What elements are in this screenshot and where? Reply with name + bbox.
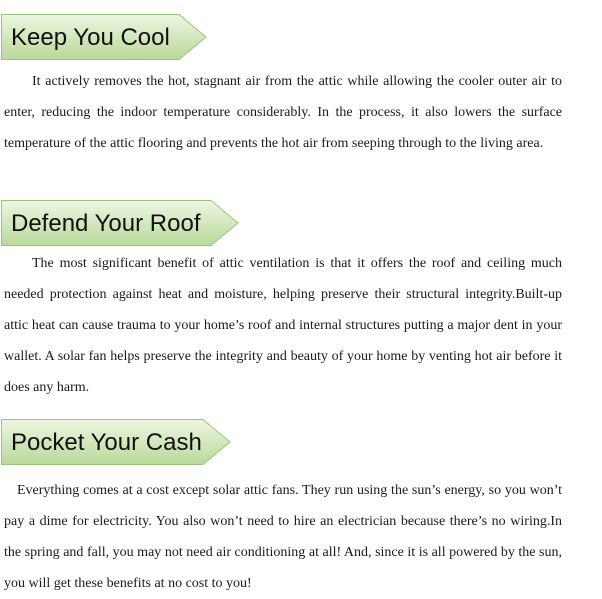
section-body: Everything comes at a cost except solar attic fans. They run using the sun’s energy, so you won’t pay a dime for electricity. You also won’t need to hire an electrician because there’s no wiring.In the spring and fall, you may not need air conditioning at all! And, since it is all powered by the sun, you will get these benefits at no cost to you! [4, 483, 562, 591]
section-title: Pocket Your Cash [11, 429, 202, 456]
section-body: The most significant benefit of attic ventilation is that it offers the roof and ceiling much needed protection against heat and moisture, helping preserve their structural integrity.Built-up attic heat can cause trauma to your home’s roof and internal structures putting a major dent in your wallet. A solar fan helps preserve the integrity and beauty of your home by venting hot air before it does any harm. [4, 256, 562, 395]
section-heading-banner [1, 14, 207, 60]
section-body: It actively removes the hot, stagnant air from the attic while allowing the cooler outer air to enter, reducing the indoor temperature considerably. In the process, it also lowers the surface temperature of the attic flooring and prevents the hot air from seeping through to the living area. [4, 74, 562, 151]
section-title: Defend Your Roof [11, 210, 201, 237]
section-title: Keep You Cool [11, 24, 170, 51]
section-heading-banner [1, 200, 239, 246]
section-heading-banner [1, 419, 231, 465]
